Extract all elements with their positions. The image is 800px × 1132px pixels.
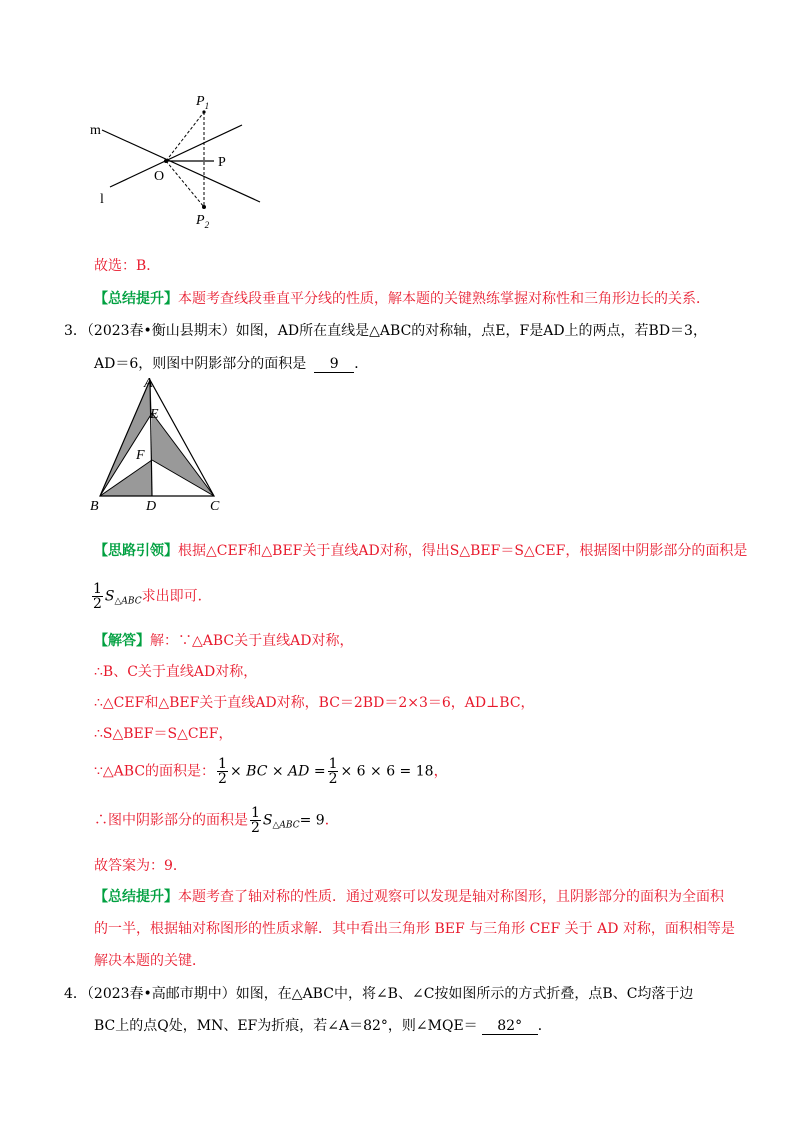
label-f: F <box>136 448 145 463</box>
idea-line2 <box>90 582 212 611</box>
label-o: O <box>154 169 165 184</box>
area-symbol: S <box>104 588 115 605</box>
half-fraction-c: $\frac{1}{2}$ <box>251 805 260 836</box>
idea-tag: 【思路引领】 <box>94 543 178 559</box>
q3-summary-text1: 本题考查了轴对称的性质．通过观察可以发现是轴对称图形，且阴影部分的面积为全面积 <box>178 889 724 905</box>
summary-line <box>94 288 710 308</box>
area-value: = 9 <box>299 812 325 829</box>
idea-text: 根据△CEF和△BEF关于直线AD对称，得出S△BEF＝S△CEF，根据图中阴影部分的面积是 <box>178 543 748 559</box>
solution-line5 <box>94 757 448 786</box>
point-p2 <box>202 205 206 209</box>
solution-line3: ∴△CEF和△BEF关于直线AD对称，BC＝2BD＝2×3＝6，AD⊥BC， <box>94 695 535 711</box>
segment-o-p1 <box>166 112 204 161</box>
q4-stem-line1 <box>64 983 693 1003</box>
area-subscript-6: △ABC <box>272 820 300 831</box>
solution-line4: ∴S△BEF＝S△CEF， <box>94 726 233 742</box>
q3-stem-line2 <box>94 353 368 373</box>
q4-stem2-end: ． <box>537 1018 552 1034</box>
label-p1: $P_1$ <box>196 94 210 111</box>
half-fraction-b: $\frac{1}{2}$ <box>328 756 338 787</box>
solution-text1: 解：∵△ABC关于直线AD对称， <box>150 633 354 649</box>
half-fraction: $\frac{1}{2}$ <box>93 581 102 612</box>
q4-number: 4． <box>64 986 87 1002</box>
label-p: P <box>218 155 226 170</box>
q3-number: 3． <box>64 323 87 339</box>
idea-tail: 求出即可． <box>141 588 212 605</box>
q3-summary-tag: 【总结提升】 <box>94 889 178 905</box>
label-a: A <box>144 376 153 391</box>
solution-line6 <box>94 806 339 835</box>
q4-stem-line2 <box>94 1015 552 1035</box>
q3-stem2: AD＝6，则图中阴影部分的面积是 <box>94 356 307 372</box>
label-d: D <box>146 499 157 514</box>
q3-stem1: （2023春•衡山县期末）如图，AD所在直线是△ABC的对称轴，点E，F是AD上的两点，若BD＝3， <box>86 323 707 339</box>
summary-tag: 【总结提升】 <box>94 291 178 307</box>
q4-stem2: BC上的点Q处，MN、EF为折痕，若∠A＝82°，则∠MQE＝ <box>94 1018 478 1034</box>
solution-tag: 【解答】 <box>94 633 150 649</box>
q3-summary-line3: 解决本题的关键． <box>94 953 206 969</box>
area-expression-b: × 6 × 6 = 18 <box>340 763 434 780</box>
label-l: l <box>100 192 104 207</box>
label-b: B <box>90 499 99 514</box>
area-subscript: △ABC <box>114 596 142 607</box>
label-e: E <box>150 407 159 422</box>
q4-answer-blank: 82° <box>482 1018 538 1035</box>
solution-line2: ∴B、C关于直线AD对称， <box>94 664 258 680</box>
q3-answer-blank: 9 <box>314 356 354 373</box>
answer-line: 故选：B． <box>94 258 161 274</box>
triangle-figure <box>86 372 236 514</box>
line-m <box>102 130 260 202</box>
label-m: m <box>90 123 101 138</box>
q3-summary-line1 <box>94 886 724 906</box>
solution-line1 <box>94 630 353 650</box>
half-fraction-a: $\frac{1}{2}$ <box>218 756 227 787</box>
point-o <box>164 159 168 163</box>
q3-summary-line2: 的一半，根据轴对称图形的性质求解．其中看出三角形 BEF 与三角形 CEF 关于 AD 对称，面积相等是 <box>94 921 735 937</box>
q3-stem-line1 <box>64 320 707 340</box>
label-c: C <box>210 499 220 514</box>
solution-end6: ． <box>324 812 339 829</box>
reflection-figure <box>80 90 280 240</box>
final-answer: 故答案为：9． <box>94 858 187 874</box>
area-expression-a: × BC × AD = <box>229 763 326 780</box>
label-p2: $P_2$ <box>196 213 210 230</box>
summary-text: 本题考查线段垂直平分线的性质，解本题的关键熟练掌握对称性和三角形边长的关系． <box>178 291 710 307</box>
idea-line <box>94 540 747 560</box>
q3-stem2-end: ． <box>354 356 369 372</box>
area-symbol-6: S <box>262 812 273 829</box>
solution-end5: ， <box>433 763 448 780</box>
solution-text6: ∴图中阴影部分的面积是 <box>94 812 248 829</box>
q4-stem1: （2023春•高邮市期中）如图，在△ABC中，将∠B、∠C按如图所示的方式折叠，点B、C均落于边 <box>86 986 694 1002</box>
solution-text5: ∵△ABC的面积是： <box>94 763 216 780</box>
